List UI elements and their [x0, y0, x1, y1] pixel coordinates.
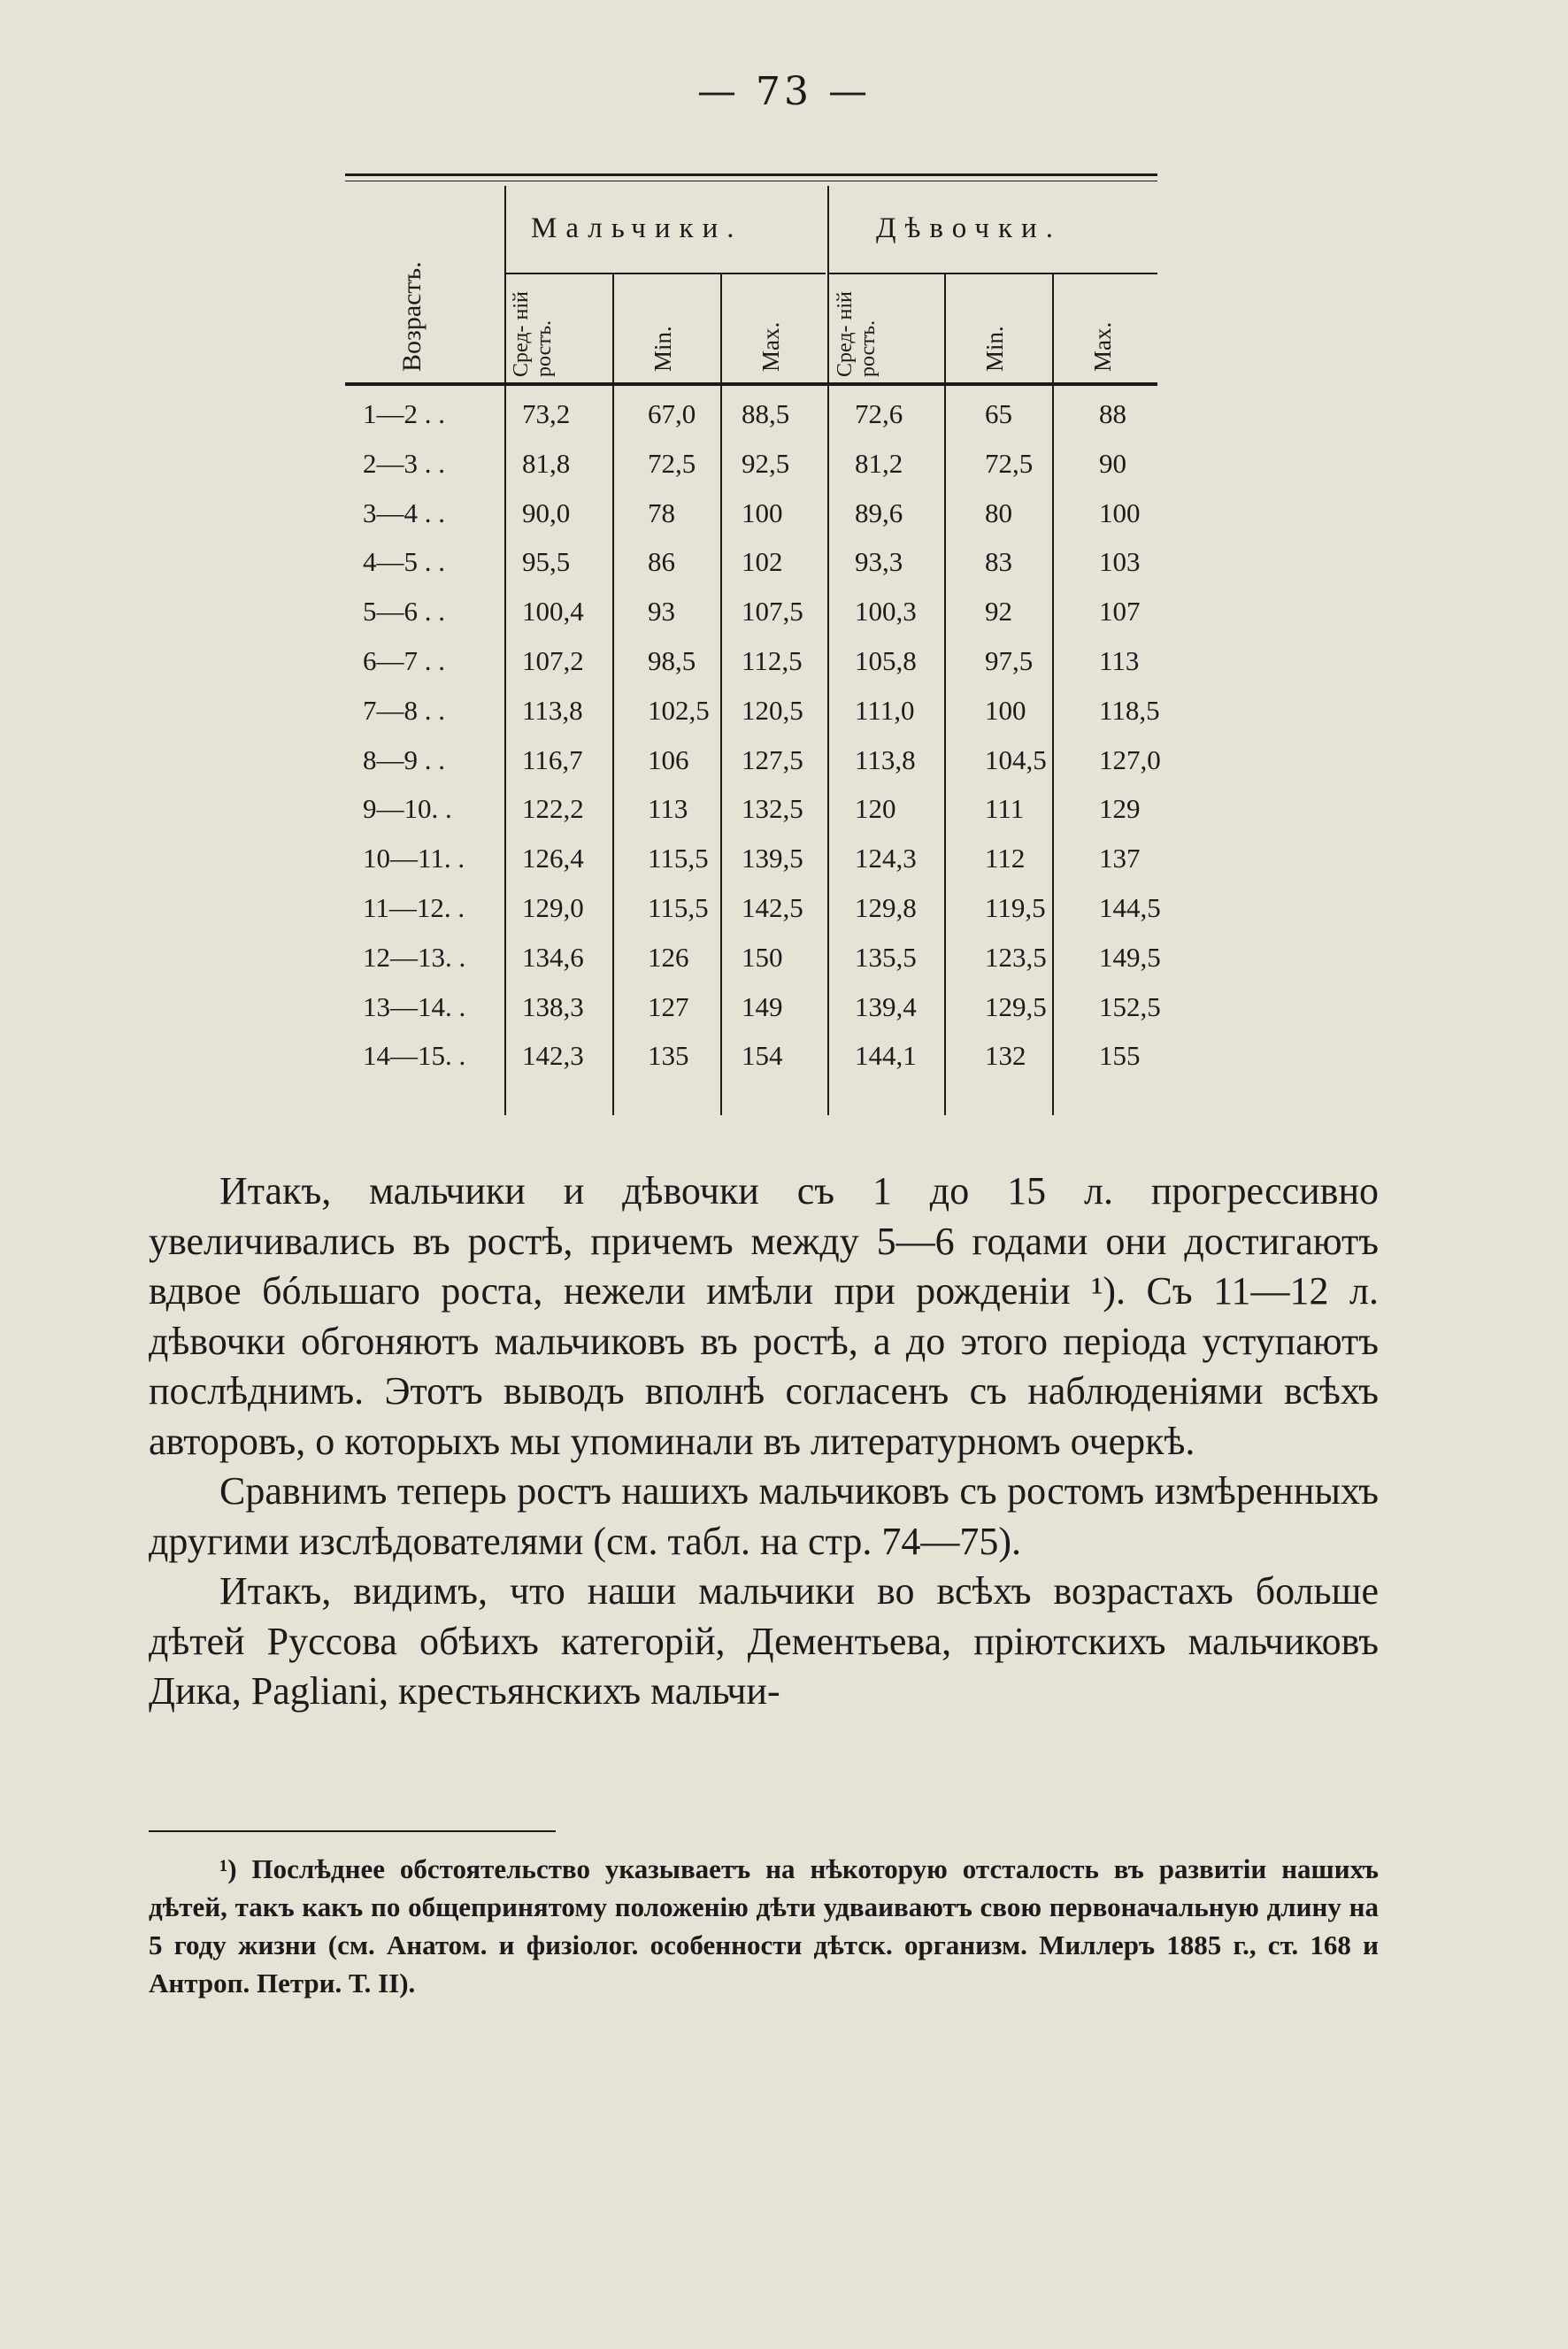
boys-max-cell: 150 — [742, 941, 783, 973]
girls-avg-cell: 113,8 — [855, 743, 916, 775]
girls-max-cell: 118,5 — [1099, 694, 1160, 726]
girls-min-cell: 129,5 — [985, 990, 1047, 1022]
age-cell: 10—11. . — [363, 843, 465, 874]
boys-max-cell: 92,5 — [742, 447, 790, 479]
boys-avg-cell: 142,3 — [522, 1040, 584, 1072]
age-header: Возрастъ. — [397, 261, 427, 372]
girls-max-cell: 129 — [1099, 793, 1141, 825]
girls-avg-cell: 120 — [855, 793, 896, 825]
footnote-text: ¹) Послѣднее обстоятельство указываетъ на нѣкоторую отсталость въ развитіи нашихъ дѣтей, такъ какъ по общепринятому положенію дѣти удваиваютъ свою первоначальную длину на 5 году жизни (см. Анатом. и физіолог. особенности дѣтск. организм. Миллеръ 1885 г., ст. 168 и Антроп. Петри. Т. II). — [149, 1853, 1379, 1999]
boys-avg-cell: 116,7 — [522, 743, 583, 775]
boys-max-cell: 154 — [742, 1040, 783, 1072]
boys-avg-cell: 134,6 — [522, 941, 584, 973]
boys-max-cell: 127,5 — [742, 743, 803, 775]
footnote-rule — [149, 1830, 556, 1832]
col-divider-3 — [720, 274, 722, 1115]
boys-max-cell: 142,5 — [742, 892, 803, 923]
girls-avg-header-text: Сред- ній ростъ. — [834, 291, 880, 377]
group-underline-boys — [504, 273, 826, 274]
girls-max-cell: 152,5 — [1099, 990, 1161, 1022]
age-cell: 9—10. . — [363, 793, 452, 825]
girls-min-cell: 104,5 — [985, 743, 1047, 775]
boys-max-cell: 100 — [742, 497, 783, 528]
age-cell: 14—15. . — [363, 1040, 466, 1072]
age-cell: 5—6 . . — [363, 596, 445, 628]
girls-header: Дѣвочки. — [876, 212, 1062, 244]
col-divider-5 — [944, 274, 946, 1115]
girls-min-cell: 119,5 — [985, 892, 1046, 923]
boys-min-cell: 135 — [648, 1040, 689, 1072]
boys-max-cell: 107,5 — [742, 596, 803, 628]
boys-min-cell: 93 — [648, 596, 675, 628]
girls-avg-cell: 135,5 — [855, 941, 917, 973]
boys-max-cell: 120,5 — [742, 694, 803, 726]
boys-avg-header-text: Сред- ній ростъ. — [510, 291, 556, 377]
boys-header: Мальчики. — [531, 212, 743, 244]
group-underline-girls — [829, 273, 1157, 274]
boys-max-cell: 149 — [742, 990, 783, 1022]
girls-max-cell: 107 — [1099, 596, 1141, 628]
boys-max-cell: 139,5 — [742, 843, 803, 874]
boys-min-cell: 126 — [648, 941, 689, 973]
col-divider-6 — [1052, 274, 1054, 1115]
boys-min-cell: 115,5 — [648, 892, 709, 923]
col-divider-1 — [504, 186, 506, 1115]
footnote — [149, 1850, 1379, 2002]
boys-min-cell: 115,5 — [648, 843, 709, 874]
age-cell: 7—8 . . — [363, 694, 445, 726]
girls-max-cell: 137 — [1099, 843, 1141, 874]
col-divider-4 — [827, 186, 829, 1115]
boys-avg-cell: 95,5 — [522, 546, 571, 578]
paragraph-3: Итакъ, видимъ, что наши мальчики во всѣхъ возрастахъ больше дѣтей Руссова обѣихъ категорій, Дементьева, пріютскихъ мальчиковъ Дика, Pagliani, крестьянскихъ мальчи- — [149, 1569, 1379, 1713]
boys-min-cell: 113 — [648, 793, 688, 825]
boys-max-cell: 88,5 — [742, 398, 790, 429]
col-divider-2 — [612, 274, 614, 1115]
girls-max-cell: 127,0 — [1099, 743, 1161, 775]
girls-max-header: Max. — [1089, 321, 1116, 372]
age-cell: 1—2 . . — [363, 398, 445, 429]
girls-max-cell: 144,5 — [1099, 892, 1161, 923]
boys-avg-cell: 113,8 — [522, 694, 583, 726]
girls-avg-cell: 100,3 — [855, 596, 917, 628]
age-cell: 11—12. . — [363, 892, 465, 923]
age-cell: 8—9 . . — [363, 743, 445, 775]
boys-min-cell: 102,5 — [648, 694, 710, 726]
boys-min-cell: 127 — [648, 990, 689, 1022]
girls-min-cell: 65 — [985, 398, 1012, 429]
girls-min-cell: 80 — [985, 497, 1012, 528]
girls-max-cell: 149,5 — [1099, 941, 1161, 973]
boys-avg-header — [510, 281, 584, 377]
boys-min-cell: 72,5 — [648, 447, 696, 479]
page-number: — 73 — — [697, 69, 871, 114]
girls-min-cell: 100 — [985, 694, 1026, 726]
boys-min-header: Min. — [649, 326, 676, 372]
boys-min-cell: 106 — [648, 743, 689, 775]
girls-max-cell: 90 — [1099, 447, 1126, 479]
girls-avg-cell: 111,0 — [855, 694, 915, 726]
header-bottom-rule — [345, 382, 1157, 386]
girls-min-cell: 72,5 — [985, 447, 1034, 479]
boys-min-cell: 78 — [648, 497, 675, 528]
girls-max-cell: 88 — [1099, 398, 1126, 429]
girls-avg-cell: 93,3 — [855, 546, 903, 578]
boys-max-header: Max. — [757, 321, 784, 372]
boys-max-cell: 102 — [742, 546, 783, 578]
girls-min-cell: 112 — [985, 843, 1026, 874]
age-cell: 4—5 . . — [363, 546, 445, 578]
boys-avg-cell: 90,0 — [522, 497, 571, 528]
age-cell: 6—7 . . — [363, 645, 445, 676]
girls-min-cell: 97,5 — [985, 645, 1034, 676]
girls-avg-header — [834, 281, 908, 377]
girls-min-header: Min. — [981, 326, 1008, 372]
age-cell: 2—3 . . — [363, 447, 445, 479]
paragraph-1: Итакъ, мальчики и дѣвочки съ 1 до 15 л. прогрессивно увеличивались въ ростѣ, причемъ между 5—6 годами они достигаютъ вдвое бóльшаго роста, нежели имѣли при рожденіи ¹). Съ 11—12 л. дѣвочки обгоняютъ мальчиковъ въ ростѣ, а до этого періода уступаютъ послѣднимъ. Этотъ выводъ вполнѣ согласенъ съ наблюденіями всѣхъ авторовъ, о которыхъ мы упоминали въ литературномъ очеркѣ. — [149, 1169, 1379, 1463]
girls-max-cell: 103 — [1099, 546, 1141, 578]
girls-min-cell: 92 — [985, 596, 1012, 628]
age-cell: 13—14. . — [363, 990, 466, 1022]
girls-avg-cell: 139,4 — [855, 990, 917, 1022]
boys-avg-cell: 81,8 — [522, 447, 571, 479]
boys-min-cell: 86 — [648, 546, 675, 578]
girls-avg-cell: 89,6 — [855, 497, 903, 528]
boys-max-cell: 132,5 — [742, 793, 803, 825]
table-top-rule — [345, 173, 1157, 176]
girls-avg-cell: 81,2 — [855, 447, 903, 479]
girls-min-cell: 111 — [985, 793, 1025, 825]
girls-avg-cell: 144,1 — [855, 1040, 917, 1072]
boys-avg-cell: 122,2 — [522, 793, 584, 825]
boys-avg-cell: 138,3 — [522, 990, 584, 1022]
girls-avg-cell: 129,8 — [855, 892, 917, 923]
boys-max-cell: 112,5 — [742, 645, 803, 676]
boys-avg-cell: 100,4 — [522, 596, 584, 628]
girls-max-cell: 113 — [1099, 645, 1140, 676]
body-text — [149, 1167, 1379, 1717]
height-table — [345, 168, 1159, 1124]
age-cell: 3—4 . . — [363, 497, 445, 528]
girls-avg-cell: 124,3 — [855, 843, 917, 874]
girls-min-cell: 132 — [985, 1040, 1026, 1072]
girls-max-cell: 100 — [1099, 497, 1141, 528]
boys-avg-cell: 129,0 — [522, 892, 584, 923]
age-cell: 12—13. . — [363, 941, 466, 973]
girls-max-cell: 155 — [1099, 1040, 1141, 1072]
boys-avg-cell: 73,2 — [522, 398, 571, 429]
boys-min-cell: 67,0 — [648, 398, 696, 429]
girls-min-cell: 83 — [985, 546, 1012, 578]
paragraph-2: Сравнимъ теперь ростъ нашихъ мальчиковъ съ ростомъ измѣренныхъ другими изслѣдователями (см. табл. на стр. 74—75). — [149, 1469, 1379, 1563]
boys-avg-cell: 107,2 — [522, 645, 584, 676]
girls-avg-cell: 72,6 — [855, 398, 903, 429]
boys-avg-cell: 126,4 — [522, 843, 584, 874]
girls-avg-cell: 105,8 — [855, 645, 917, 676]
boys-min-cell: 98,5 — [648, 645, 696, 676]
girls-min-cell: 123,5 — [985, 941, 1047, 973]
